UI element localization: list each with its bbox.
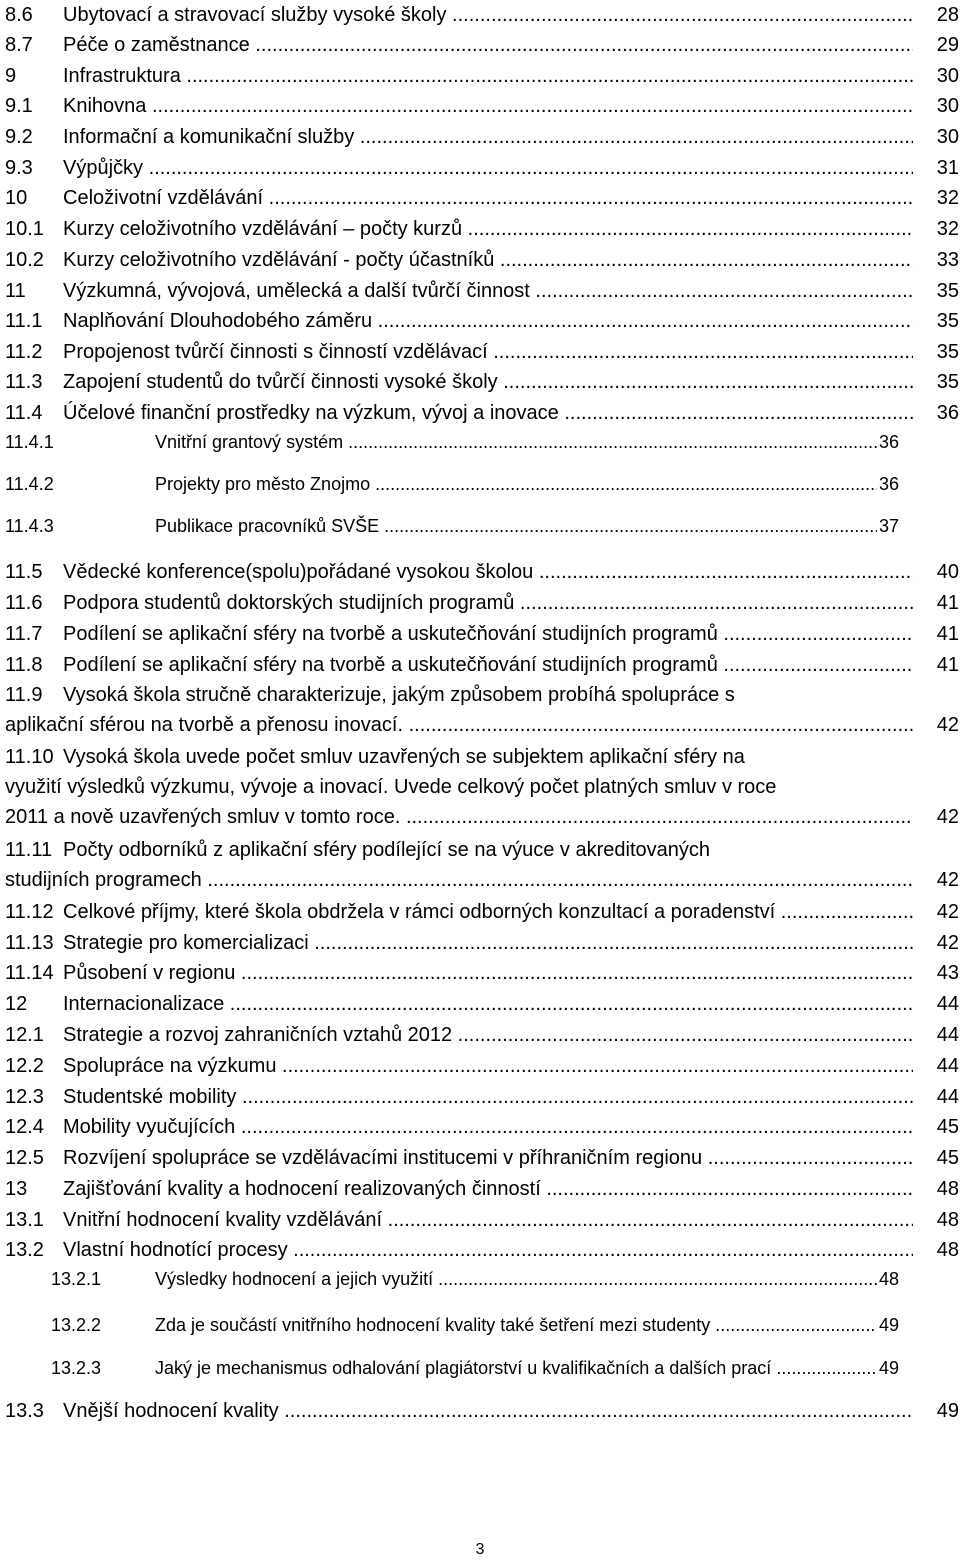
toc-entry-number: 13.1 bbox=[5, 1209, 44, 1231]
toc-entry[interactable] bbox=[5, 276, 959, 306]
toc-entry-number: 10.1 bbox=[5, 218, 44, 240]
toc-entry[interactable] bbox=[5, 680, 959, 740]
toc-entry[interactable] bbox=[5, 1311, 959, 1339]
toc-entry[interactable] bbox=[5, 183, 959, 213]
toc-entry-title: Spolupráce na výzkumu ..... bbox=[63, 1051, 913, 1081]
toc-entry[interactable] bbox=[5, 742, 959, 832]
toc-entry-title: Podílení se aplikační sféry na tvorbě a uskutečňování studijních programů ..... bbox=[63, 619, 913, 649]
toc-entry-title: Výsledky hodnocení a jejich využití ..... bbox=[155, 1265, 893, 1293]
toc-entry-page: 44 bbox=[935, 1020, 959, 1050]
toc-entry-page: 44 bbox=[935, 1051, 959, 1081]
toc-entry-title: Podpora studentů doktorských studijních programů ..... bbox=[63, 588, 913, 618]
toc-entry-number: 11.4.2 bbox=[5, 474, 54, 494]
toc-entry-page: 29 bbox=[935, 30, 959, 60]
toc-entry-title: Publikace pracovníků SVŠE ..... bbox=[155, 512, 893, 540]
toc-entry-number: 12 bbox=[5, 993, 28, 1015]
toc-entry-number: 11.13 bbox=[5, 932, 54, 954]
toc-entry-page: 45 bbox=[935, 1112, 959, 1142]
toc-entry-title: Jaký je mechanismus odhalování plagiátorství u kvalifikačních a dalších prací ..... bbox=[155, 1354, 893, 1382]
toc-entry-number: 11.3 bbox=[5, 371, 43, 393]
toc-entry-title: Vědecké konference(spolu)pořádané vysokou školou ..... bbox=[63, 557, 913, 587]
toc-entry-number: 9.1 bbox=[5, 95, 33, 117]
toc-entry[interactable] bbox=[5, 470, 959, 498]
toc-entry-number: 9 bbox=[5, 65, 17, 87]
toc-entry-title: Vysoká škola stručně charakterizuje, jakým způsobem probíhá spolupráce s bbox=[63, 680, 913, 710]
toc-entry-number: 11.4.3 bbox=[5, 516, 54, 536]
toc-entry-number: 11.11 bbox=[5, 839, 53, 861]
toc-entry-number: 11.1 bbox=[5, 310, 43, 332]
toc-entry-title: Výzkumná, vývojová, umělecká a další tvůrčí činnost ..... bbox=[63, 276, 913, 306]
toc-entry-page: 30 bbox=[935, 91, 959, 121]
toc-entry[interactable] bbox=[5, 897, 959, 927]
toc-entry-title: Zapojení studentů do tvůrčí činnosti vysoké školy ..... bbox=[63, 367, 913, 397]
toc-entry[interactable] bbox=[5, 1235, 959, 1265]
toc-entry-number: 10.2 bbox=[5, 249, 44, 271]
toc-entry-page: 49 bbox=[877, 1354, 899, 1382]
toc-entry-number: 13 bbox=[5, 1178, 28, 1200]
toc-entry[interactable] bbox=[5, 1396, 959, 1426]
toc-entry-title: Internacionalizace ..... bbox=[63, 989, 913, 1019]
toc-entry-title: Kurzy celoživotního vzdělávání – počty kurzů ..... bbox=[63, 214, 913, 244]
toc-entry-title: Podílení se aplikační sféry na tvorbě a uskutečňování studijních programů ..... bbox=[63, 650, 913, 680]
toc-entry[interactable] bbox=[5, 367, 959, 397]
toc-entry-page: 44 bbox=[935, 989, 959, 1019]
toc-entry-number: 11.7 bbox=[5, 623, 43, 645]
toc-entry-page: 35 bbox=[935, 367, 959, 397]
toc-entry-number: 11.5 bbox=[5, 561, 43, 583]
toc-entry[interactable] bbox=[5, 619, 959, 649]
toc-entry-page: 44 bbox=[935, 1082, 959, 1112]
toc-entry-title: Informační a komunikační služby ..... bbox=[63, 122, 913, 152]
toc-entry[interactable] bbox=[5, 1205, 959, 1235]
toc-entry[interactable] bbox=[5, 1020, 959, 1050]
toc-entry-number: 11.9 bbox=[5, 684, 43, 706]
toc-entry-number: 9.2 bbox=[5, 126, 33, 148]
toc-entry-title: Péče o zaměstnance ..... bbox=[63, 30, 913, 60]
toc-entry-page: 30 bbox=[935, 122, 959, 152]
toc-entry-title: Rozvíjení spolupráce se vzdělávacími institucemi v příhraničním regionu ..... bbox=[63, 1143, 913, 1173]
toc-entry[interactable] bbox=[5, 1051, 959, 1081]
toc-entry-number: 12.5 bbox=[5, 1147, 44, 1169]
toc-entry[interactable] bbox=[5, 557, 959, 587]
toc-entry-number: 10 bbox=[5, 187, 28, 209]
toc-entry-title: Propojenost tvůrčí činnosti s činností vzdělávací ..... bbox=[63, 337, 913, 367]
toc-entry[interactable] bbox=[5, 428, 959, 456]
toc-entry-title: Infrastruktura ..... bbox=[63, 61, 913, 91]
toc-entry-number: 12.2 bbox=[5, 1055, 44, 1077]
toc-entry-page: 42 bbox=[935, 865, 959, 895]
toc-entry-page: 49 bbox=[877, 1311, 899, 1339]
toc-entry-page: 41 bbox=[935, 650, 959, 680]
toc-entry-page: 37 bbox=[877, 512, 899, 540]
toc-entry-page: 28 bbox=[935, 0, 959, 30]
toc-entry-page: 45 bbox=[935, 1143, 959, 1173]
toc-entry-number: 11.8 bbox=[5, 654, 43, 676]
toc-entry-title: Vnitřní hodnocení kvality vzdělávání ..... bbox=[63, 1205, 913, 1235]
toc-entry-page: 35 bbox=[935, 276, 959, 306]
toc-entry[interactable] bbox=[5, 588, 959, 618]
toc-entry-title: Vysoká škola uvede počet smluv uzavřených se subjektem aplikační sféry na bbox=[63, 742, 913, 772]
toc-entry[interactable] bbox=[5, 306, 959, 336]
toc-entry-title: 2011 a nově uzavřených smluv v tomto roce. ..... bbox=[5, 802, 913, 832]
toc-entry-title: Kurzy celoživotního vzdělávání - počty účastníků ..... bbox=[63, 245, 913, 275]
toc-entry[interactable] bbox=[5, 928, 959, 958]
toc-entry-title: Projekty pro město Znojmo ..... bbox=[155, 470, 893, 498]
toc-entry[interactable] bbox=[5, 0, 959, 30]
toc-entry[interactable] bbox=[5, 989, 959, 1019]
toc-entry-number: 11.12 bbox=[5, 901, 54, 923]
toc-entry-title: Celoživotní vzdělávání ..... bbox=[63, 183, 913, 213]
toc-entry-page: 48 bbox=[877, 1265, 899, 1293]
toc-entry[interactable] bbox=[5, 214, 959, 244]
toc-entry[interactable] bbox=[5, 61, 959, 91]
toc-entry-title: Strategie a rozvoj zahraničních vztahů 2012 ..... bbox=[63, 1020, 913, 1050]
toc-entry-title: Počty odborníků z aplikační sféry podílející se na výuce v akreditovaných bbox=[63, 835, 913, 865]
page-number: 3 bbox=[475, 1541, 485, 1558]
toc-entry[interactable] bbox=[5, 1354, 959, 1382]
toc-entry-title: Účelové finanční prostředky na výzkum, vývoj a inovace ..... bbox=[63, 398, 913, 428]
toc-entry[interactable] bbox=[5, 835, 959, 895]
toc-entry-page: 30 bbox=[935, 61, 959, 91]
toc-entry-page: 32 bbox=[935, 214, 959, 244]
toc-entry-title: Vlastní hodnotící procesy ..... bbox=[63, 1235, 913, 1265]
toc-entry-number: 11.6 bbox=[5, 592, 43, 614]
toc-entry-number: 12.3 bbox=[5, 1086, 44, 1108]
toc-entry-number: 13.3 bbox=[5, 1400, 44, 1422]
toc-entry-page: 35 bbox=[935, 337, 959, 367]
toc-entry[interactable] bbox=[5, 30, 959, 60]
toc-entry-number: 11.4.1 bbox=[5, 432, 54, 452]
toc-entry-page: 40 bbox=[935, 557, 959, 587]
toc-entry-number: 11.14 bbox=[5, 962, 54, 984]
toc-entry-number: 11.10 bbox=[5, 746, 54, 768]
toc-entry[interactable] bbox=[5, 650, 959, 680]
toc-entry[interactable] bbox=[5, 122, 959, 152]
toc-entry[interactable] bbox=[5, 958, 959, 988]
toc-entry-title: Strategie pro komercializaci ..... bbox=[63, 928, 913, 958]
toc-entry-title: Ubytovací a stravovací služby vysoké školy ..... bbox=[63, 0, 913, 30]
toc-entry-page: 48 bbox=[935, 1174, 959, 1204]
toc-entry[interactable] bbox=[5, 1143, 959, 1173]
toc-entry-page: 43 bbox=[935, 958, 959, 988]
toc-entry[interactable] bbox=[5, 1112, 959, 1142]
toc-entry-page: 36 bbox=[935, 398, 959, 428]
toc-entry-page: 33 bbox=[935, 245, 959, 275]
toc-entry-number: 11.2 bbox=[5, 341, 43, 363]
toc-entry-title: Výpůjčky ..... bbox=[63, 153, 913, 183]
toc-entry-page: 31 bbox=[935, 153, 959, 183]
toc-entry-number: 8.6 bbox=[5, 4, 33, 26]
toc-entry[interactable] bbox=[5, 337, 959, 367]
toc-entry-page: 36 bbox=[877, 428, 899, 456]
toc-entry-page: 42 bbox=[935, 897, 959, 927]
toc-entry-title: Působení v regionu ..... bbox=[63, 958, 913, 988]
toc-entry-title: Knihovna ..... bbox=[63, 91, 913, 121]
toc-entry[interactable] bbox=[5, 512, 959, 540]
toc-entry[interactable] bbox=[5, 91, 959, 121]
toc-entry-number: 12.1 bbox=[5, 1024, 44, 1046]
toc-entry-page: 42 bbox=[935, 928, 959, 958]
toc-entry-title: Naplňování Dlouhodobého záměru ..... bbox=[63, 306, 913, 336]
toc-entry-title: Zda je součástí vnitřního hodnocení kvality také šetření mezi studenty ..... bbox=[155, 1311, 893, 1339]
toc-entry-page: 48 bbox=[935, 1235, 959, 1265]
toc-entry-page: 41 bbox=[935, 619, 959, 649]
toc-entry[interactable] bbox=[5, 153, 959, 183]
toc-entry[interactable] bbox=[5, 1082, 959, 1112]
toc-entry-number: 11.4 bbox=[5, 402, 43, 424]
toc-entry-page: 35 bbox=[935, 306, 959, 336]
toc-entry[interactable] bbox=[5, 1265, 959, 1293]
toc-entry-title: využití výsledků výzkumu, vývoje a inovací. Uvede celkový počet platných smluv v roce bbox=[5, 772, 913, 802]
toc-entry-title: Vnější hodnocení kvality ..... bbox=[63, 1396, 913, 1426]
toc-entry-number: 13.2.2 bbox=[51, 1315, 102, 1335]
toc-entry-page: 32 bbox=[935, 183, 959, 213]
toc-entry-page: 49 bbox=[935, 1396, 959, 1426]
toc-entry-page: 42 bbox=[935, 802, 959, 832]
toc-entry-number: 13.2.3 bbox=[51, 1358, 102, 1378]
toc-entry-title: Zajišťování kvality a hodnocení realizovaných činností ..... bbox=[63, 1174, 913, 1204]
toc-entry-title: Vnitřní grantový systém ..... bbox=[155, 428, 893, 456]
toc-entry-number: 9.3 bbox=[5, 157, 33, 179]
toc-entry-number: 13.2 bbox=[5, 1239, 44, 1261]
toc-entry-title: studijních programech ..... bbox=[5, 865, 913, 895]
toc-entry-title: Mobility vyučujících ..... bbox=[63, 1112, 913, 1142]
toc-entry-page: 36 bbox=[877, 470, 899, 498]
toc-entry-title: Studentské mobility ..... bbox=[63, 1082, 913, 1112]
toc-entry[interactable] bbox=[5, 245, 959, 275]
toc-entry[interactable] bbox=[5, 398, 959, 428]
toc-entry-number: 12.4 bbox=[5, 1116, 44, 1138]
toc-entry[interactable] bbox=[5, 1174, 959, 1204]
toc-entry-number: 11 bbox=[5, 280, 26, 302]
toc-entry-number: 13.2.1 bbox=[51, 1269, 102, 1289]
toc-entry-page: 48 bbox=[935, 1205, 959, 1235]
toc-entry-page: 41 bbox=[935, 588, 959, 618]
toc-entry-page: 42 bbox=[935, 710, 959, 740]
toc-entry-title: Celkové příjmy, které škola obdržela v rámci odborných konzultací a poradenství ..... bbox=[63, 897, 913, 927]
toc-entry-title: aplikační sférou na tvorbě a přenosu inovací. ..... bbox=[5, 710, 913, 740]
toc-entry-number: 8.7 bbox=[5, 34, 33, 56]
